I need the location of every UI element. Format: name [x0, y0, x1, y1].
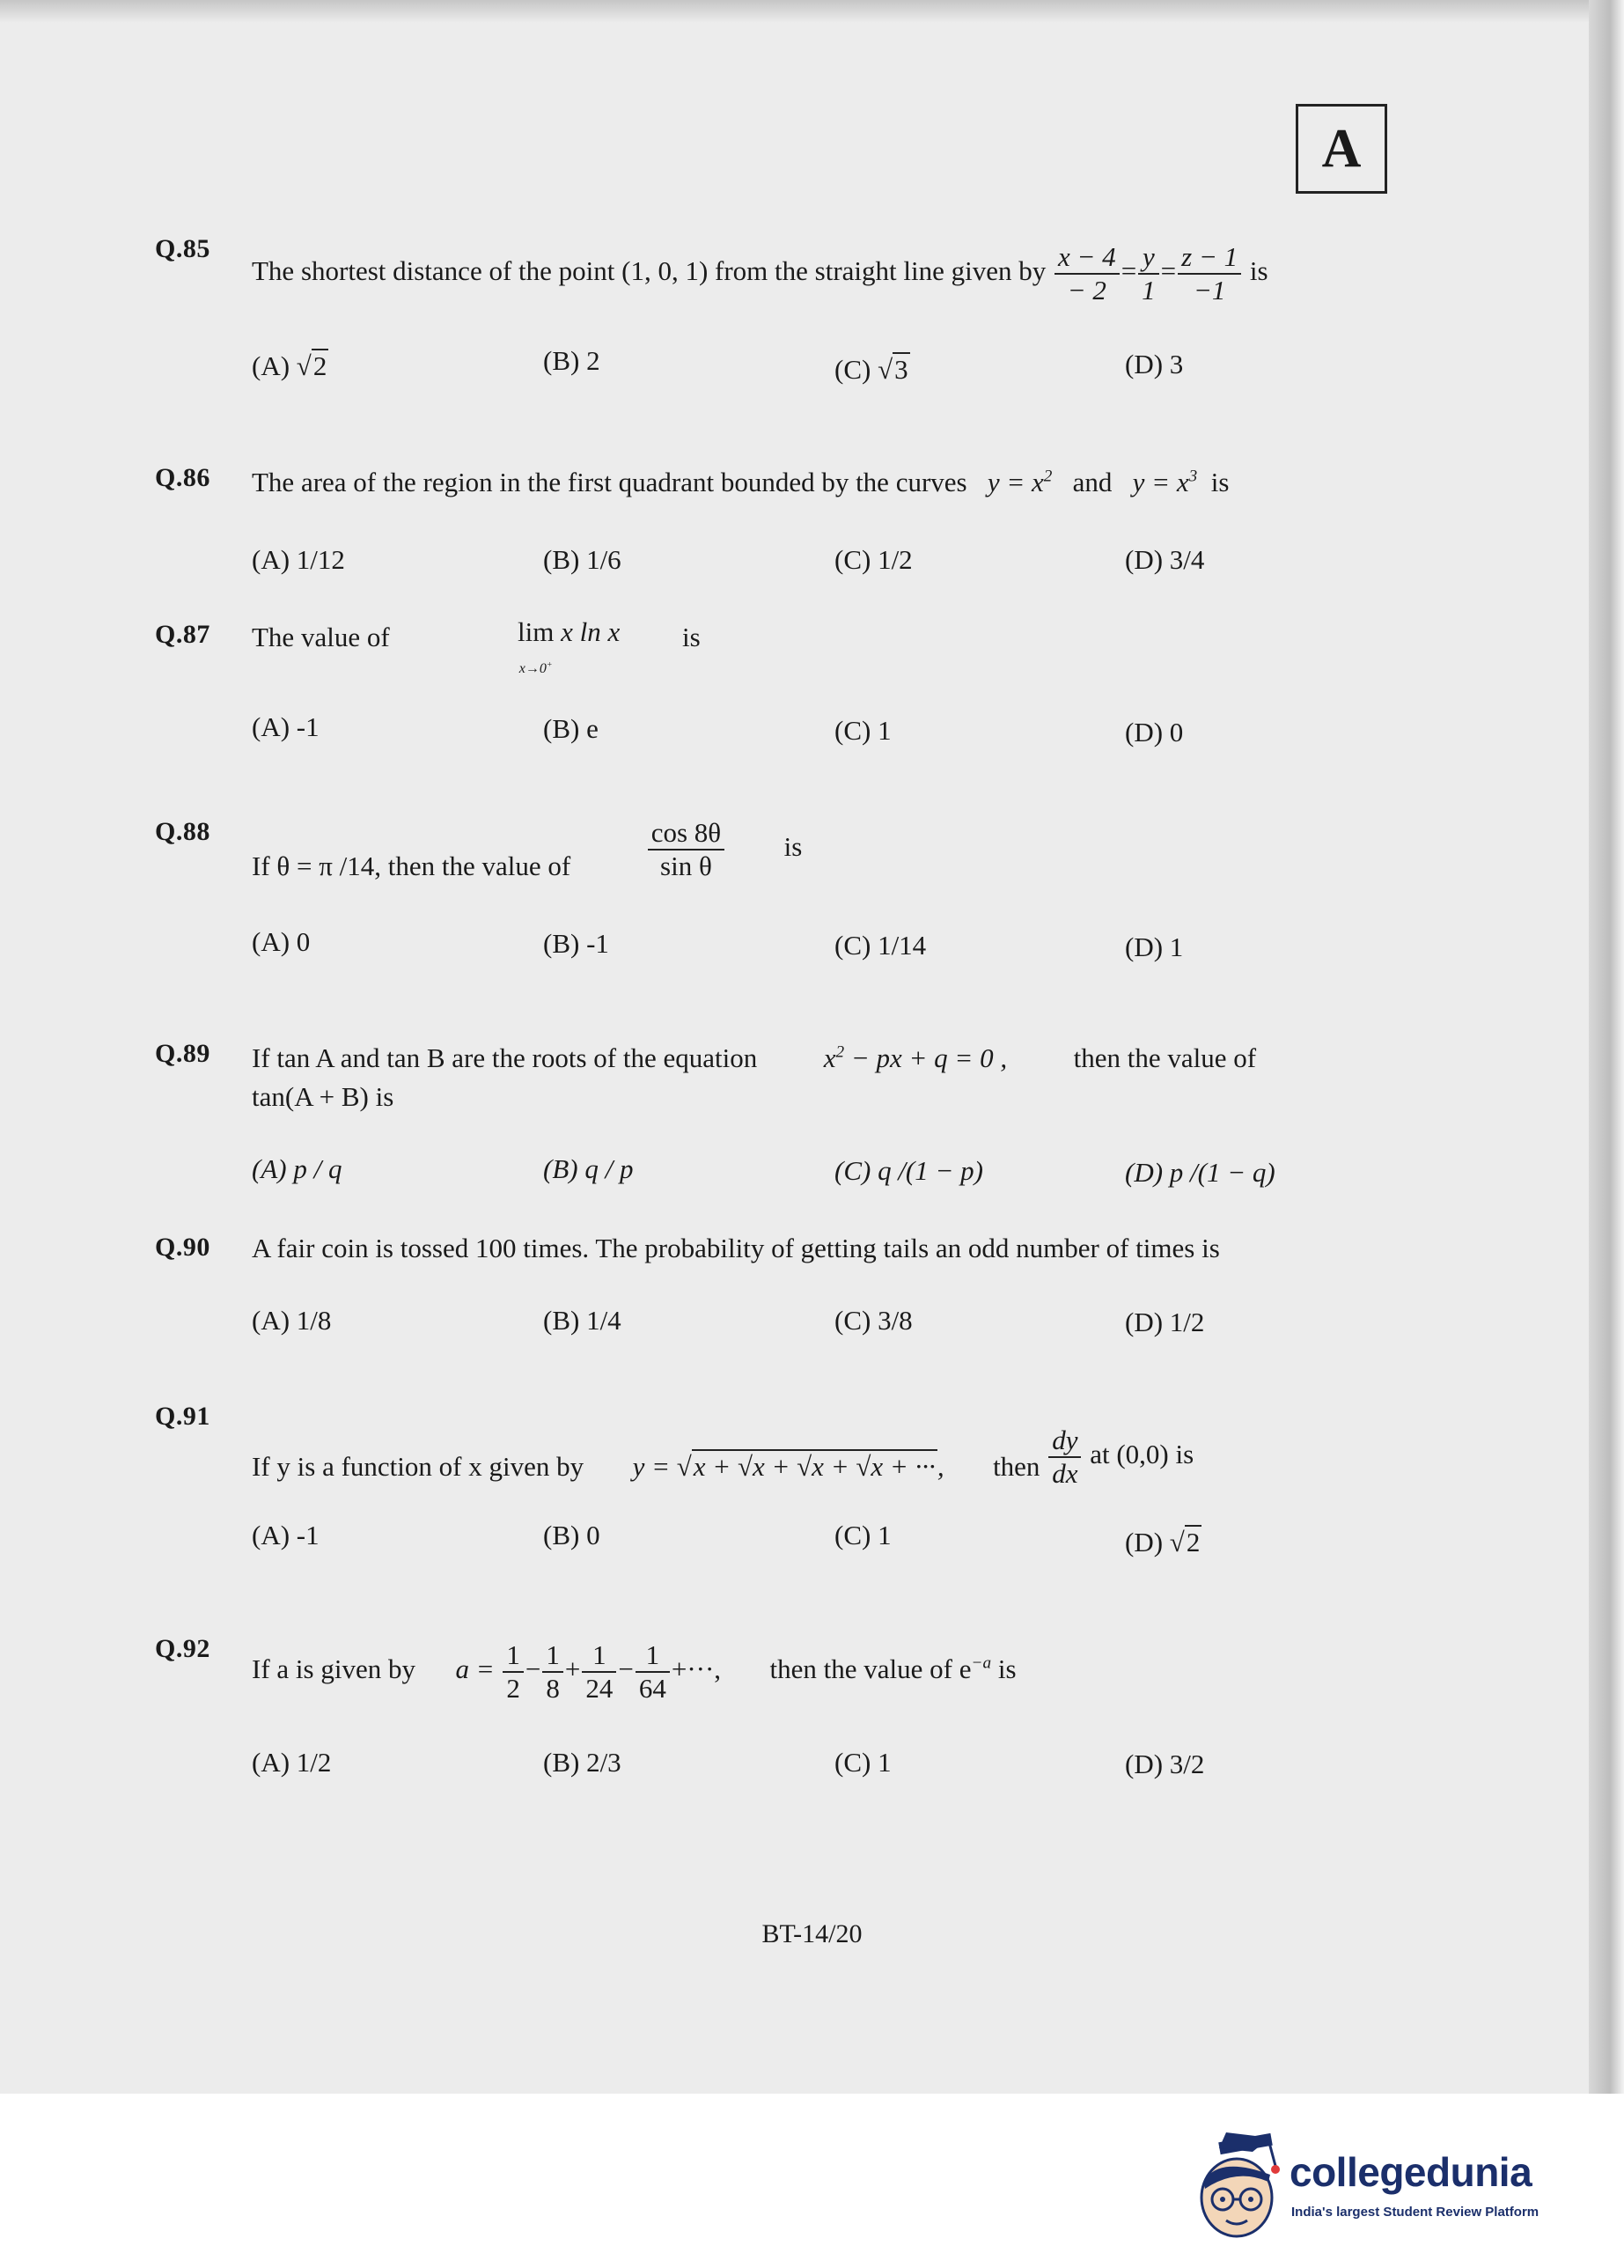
option-c: (C) 1 — [834, 1747, 892, 1778]
option-a — [252, 350, 328, 382]
option-d: (D) 0 — [1125, 717, 1184, 747]
question-number: Q.89 — [155, 1039, 210, 1068]
stem-text: If y is a function of x given by — [252, 1450, 584, 1482]
stem-text: If tan A and tan B are the roots of the equation — [252, 1042, 758, 1073]
option-b: (B) q / p — [543, 1153, 634, 1184]
option-d: (D) 1/2 — [1125, 1307, 1205, 1337]
question-stem — [252, 1042, 1256, 1074]
mascot-icon — [1184, 2129, 1286, 2252]
question-stem — [252, 467, 1229, 498]
question-stem: The shortest distance of the point (1, 0, 1) from the straight line given by $\frac{x - 4}{- 2}$ = $\frac{y}{1}$ = $\frac{z - 1}{-1}$ is — [252, 241, 1268, 306]
numerator: dy — [1048, 1425, 1081, 1458]
question-stem — [252, 1425, 1194, 1489]
numerator: y — [1138, 241, 1159, 275]
numerator: cos 8θ — [648, 817, 724, 850]
denominator: − 2 — [1067, 274, 1106, 306]
exponent: 2 — [1043, 467, 1053, 486]
lim-text: lim — [518, 616, 555, 647]
stem-text: and — [1072, 467, 1113, 497]
brand-name: collegedunia — [1290, 2149, 1532, 2195]
option-label: (C) — [834, 354, 878, 385]
option-a: (A) p / q — [252, 1153, 342, 1184]
question-stem — [252, 622, 390, 653]
option-c: (C) 1/2 — [834, 544, 913, 575]
stem-text: then the value of — [1073, 1042, 1257, 1073]
equation-text: +···, — [671, 1653, 722, 1684]
denominator: dx — [1052, 1457, 1078, 1489]
option-d: (D) 3/2 — [1125, 1749, 1205, 1779]
lim-subscript-text: x→0 — [518, 661, 547, 676]
option-a: (A) 1/12 — [252, 544, 345, 575]
scan-shadow — [0, 0, 1624, 23]
radicand: 2 — [1186, 1527, 1201, 1557]
option-a: (A) -1 — [252, 711, 320, 742]
expression: x ln x — [561, 616, 621, 647]
fraction — [1054, 241, 1120, 306]
option-d — [1125, 1527, 1201, 1558]
option-a: (A) 0 — [252, 926, 311, 957]
equation-text: y = x — [987, 467, 1044, 497]
option-b: (B) 0 — [543, 1520, 600, 1550]
option-d: (D) 3/4 — [1125, 544, 1205, 575]
option-b: (B) e — [543, 713, 599, 744]
option-b: (B) 1/4 — [543, 1305, 621, 1336]
stem-text: If a is given by — [252, 1653, 415, 1684]
stem-text: then the value of e — [769, 1653, 972, 1684]
radicand: 3 — [894, 354, 908, 385]
stem-text: then — [993, 1450, 1040, 1482]
option-label: (A) — [252, 350, 297, 381]
fraction — [1138, 241, 1159, 306]
option-b: (B) -1 — [543, 928, 609, 959]
option-d: (D) 3 — [1125, 349, 1184, 379]
option-c: (C) 3/8 — [834, 1305, 913, 1336]
denominator: 24 — [585, 1672, 614, 1704]
question-number: Q.88 — [155, 817, 210, 846]
equation-text: y = x — [1132, 467, 1189, 497]
option-a: (A) -1 — [252, 1520, 320, 1550]
stem-text: is — [1210, 467, 1230, 497]
limit-expression — [518, 616, 620, 680]
option-c: (C) 1/14 — [834, 930, 927, 961]
denominator: 1 — [1142, 274, 1156, 306]
set-label-box: A — [1296, 104, 1387, 194]
collegedunia-logo[interactable] — [1184, 2129, 1571, 2252]
equation — [988, 467, 1053, 497]
equation-text: a = — [455, 1653, 495, 1684]
equation-text: x — [823, 1042, 836, 1073]
option-c — [834, 354, 910, 386]
equation-text: , — [937, 1450, 944, 1482]
stem-text: at (0,0) is — [1090, 1438, 1194, 1469]
nested-radical — [633, 1451, 944, 1482]
option-d: (D) 1 — [1125, 932, 1184, 962]
numerator: 1 — [636, 1639, 670, 1673]
option-b: (B) 1/6 — [543, 544, 621, 575]
question-number: Q.86 — [155, 463, 210, 492]
fraction — [542, 1639, 563, 1704]
option-b: (B) 2 — [543, 345, 600, 376]
stem-text: The area of the region in the first quadrant bounded by the curves — [252, 467, 967, 497]
sqrt-symbol: √x + √x + √x + √x + ··· — [676, 1450, 936, 1482]
page-edge — [1589, 0, 1624, 2094]
question-number: Q.90 — [155, 1233, 210, 1262]
option-b: (B) 2/3 — [543, 1747, 621, 1778]
lim-subscript — [519, 661, 553, 676]
option-c: (C) 1 — [834, 1520, 892, 1550]
equation — [1133, 467, 1198, 497]
exponent: 2 — [835, 1042, 845, 1062]
fraction — [636, 1639, 670, 1704]
question-number: Q.85 — [155, 234, 210, 263]
denominator: 64 — [638, 1672, 666, 1704]
question-stem — [252, 817, 802, 881]
page-footer: BT-14/20 — [761, 1919, 863, 1948]
option-label: (D) — [1125, 1527, 1170, 1557]
numerator: x − 4 — [1054, 241, 1120, 275]
question-number: Q.92 — [155, 1634, 210, 1663]
radicand: 2 — [312, 350, 327, 381]
fraction — [648, 817, 724, 881]
stem-text: is — [1249, 254, 1268, 286]
sqrt-symbol: √2 — [296, 350, 327, 381]
fraction — [582, 1639, 616, 1704]
fraction — [1178, 241, 1241, 306]
denominator: 2 — [506, 1672, 520, 1704]
question-number: Q.87 — [155, 620, 210, 649]
sqrt-symbol: √2 — [1169, 1527, 1201, 1557]
question-stem: A fair coin is tossed 100 times. The probability of getting tails an odd number of times is — [252, 1233, 1220, 1263]
stem-text: The shortest distance of the point (1, 0, 1) from the straight line given by — [252, 254, 1047, 286]
denominator: sin θ — [660, 850, 712, 881]
stem-text: The value of — [252, 622, 390, 652]
equation — [824, 1042, 1007, 1073]
question-number: Q.91 — [155, 1402, 210, 1431]
option-c: (C) 1 — [834, 715, 892, 746]
equation-text: − px + q = 0 , — [844, 1042, 1008, 1073]
brand-tagline: India's largest Student Review Platform — [1291, 2205, 1539, 2220]
sqrt-symbol: √3 — [878, 354, 908, 385]
stem-text: If θ = π /14, then the value of — [252, 850, 571, 881]
lim-subscript-sup: + — [546, 659, 553, 670]
question-stem: If a is given by a = $\frac{1}{2}$ − $\frac{1}{8}$ + $\frac{1}{24}$ − $\frac{1}{64}$ +···, then the value of $e^{-a}$ is — [252, 1639, 1017, 1704]
numerator: z − 1 — [1178, 241, 1241, 275]
option-a: (A) 1/2 — [252, 1747, 332, 1778]
option-a: (A) 1/8 — [252, 1305, 332, 1336]
numerator: 1 — [503, 1639, 524, 1673]
option-d: (D) p /(1 − q) — [1125, 1157, 1275, 1188]
exponent: −a — [971, 1653, 992, 1673]
equation-text: y = — [632, 1450, 677, 1482]
denominator: −1 — [1193, 274, 1226, 306]
stem-text: is — [783, 830, 803, 862]
fraction — [1048, 1425, 1081, 1489]
fraction — [503, 1639, 524, 1704]
stem-text: is — [997, 1653, 1017, 1684]
numerator: 1 — [542, 1639, 563, 1673]
option-c: (C) q /(1 − p) — [834, 1155, 984, 1186]
stem-text: is — [682, 622, 701, 652]
denominator: 8 — [546, 1672, 560, 1704]
question-stem-line2: tan(A + B) is — [252, 1081, 394, 1112]
numerator: 1 — [582, 1639, 616, 1673]
radicand: x + √x + √x + √x + ··· — [693, 1450, 936, 1482]
exponent: 3 — [1188, 467, 1198, 486]
